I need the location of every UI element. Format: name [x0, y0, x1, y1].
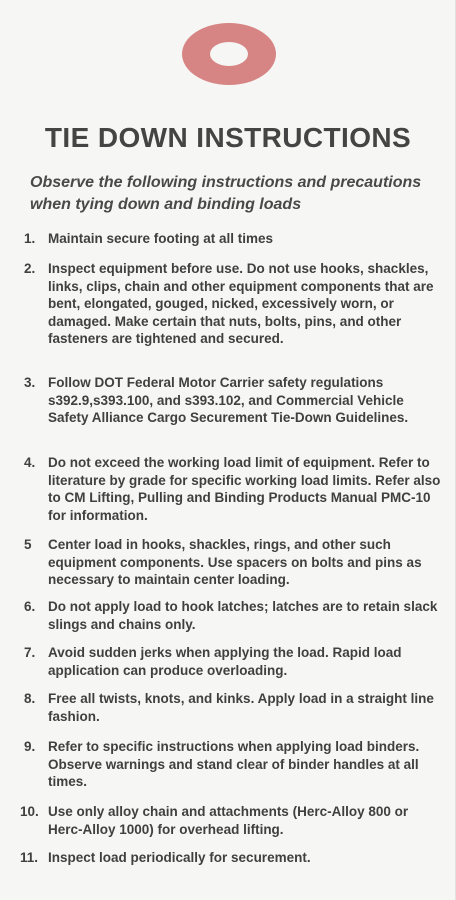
instruction-text: Inspect load periodically for securement.	[48, 850, 311, 865]
subtitle-line-1: Observe the following instructions and precautions	[30, 174, 422, 191]
instruction-text: Follow DOT Federal Motor Carrier safety regulations s392.9,s393.100, and s393.102, and Commercial Vehicle Safety Alliance Cargo Securement Tie-Down Guidelines.	[48, 375, 409, 425]
instruction-number: 2.	[24, 261, 36, 276]
instruction-text: Use only alloy chain and attachments (Herc-Alloy 800 or Herc-Alloy 1000) for overhead lifting.	[48, 804, 409, 837]
instruction-number: 6.	[24, 599, 36, 614]
instruction-number: 10.	[20, 804, 39, 819]
instruction-text: Avoid sudden jerks when applying the load. Rapid load application can produce overloading.	[48, 645, 402, 678]
instruction-number: 11.	[20, 850, 39, 865]
instruction-number: 9.	[24, 739, 36, 754]
instruction-text: Inspect equipment before use. Do not use hooks, shackles, links, clips, chain and other equipment components that are bent, elongated, gouged, nicked, excessively worn, or damaged. Make certain that nuts, bolts, pins, and other fasteners are tightened and secured.	[48, 261, 434, 346]
instruction-text: Center load in hooks, shackles, rings, and other such equipment components. Use spacers on bolts and pins as necessary to maintain center loading.	[48, 537, 422, 587]
instruction-number: 3.	[24, 375, 36, 390]
instruction-text: Maintain secure footing at all times	[48, 231, 274, 246]
subtitle-line-2: when tying down and binding loads	[30, 196, 302, 213]
instruction-text: Do not exceed the working load limit of equipment. Refer to literature by grade for specific working load limits. Refer also to CM Lifting, Pulling and Binding Products Manual PMC-10 for information.	[48, 455, 441, 523]
instruction-number: 1.	[24, 231, 36, 246]
tag-subtitle	[30, 172, 450, 216]
instruction-text: Do not apply load to hook latches; latches are to retain slack slings and chains only.	[48, 599, 438, 632]
instruction-number: 8.	[24, 691, 36, 706]
instruction-number: 7.	[24, 645, 36, 660]
instruction-number: 4.	[24, 455, 36, 470]
instruction-text: Free all twists, knots, and kinks. Apply load in a straight line fashion.	[48, 691, 434, 724]
instruction-text: Refer to specific instructions when applying load binders. Observe warnings and stand clear of binder handles at all times.	[48, 739, 420, 789]
tag-title: TIE DOWN INSTRUCTIONS	[44, 122, 412, 153]
tag-hole-center	[210, 42, 248, 66]
instruction-number: 5	[24, 537, 32, 552]
